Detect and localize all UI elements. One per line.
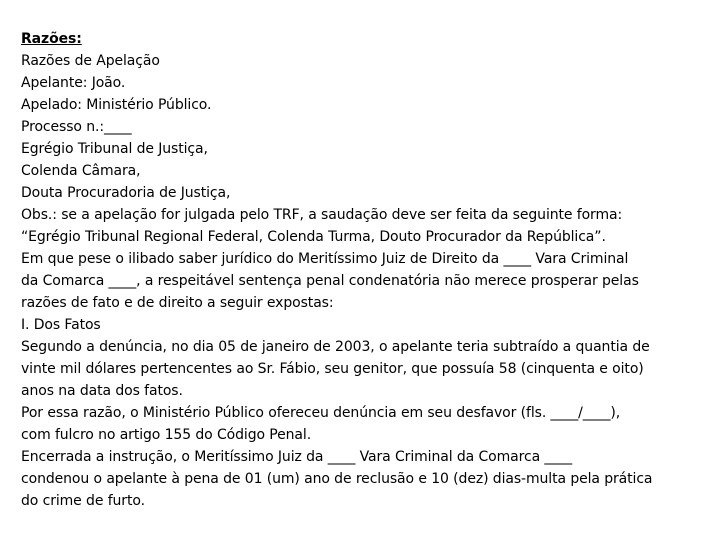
line-paragraph-3b: com fulcro no artigo 155 do Código Penal. <box>21 427 312 443</box>
line-paragraph-1c: razões de fato e de direito a seguir expostas: <box>21 295 334 311</box>
line-douta-procuradoria: Douta Procuradoria de Justiça, <box>21 185 231 201</box>
line-paragraph-3a: Por essa razão, o Ministério Público ofereceu denúncia em seu desfavor (fls. ____/____), <box>21 405 621 421</box>
line-paragraph-2b: vinte mil dólares pertencentes ao Sr. Fábio, seu genitor, que possuía 58 (cinquenta e oito) <box>21 361 644 377</box>
line-paragraph-4b: condenou o apelante à pena de 01 (um) ano de reclusão e 10 (dez) dias-multa pela prática <box>21 471 653 487</box>
line-paragraph-2c: anos na data dos fatos. <box>21 383 183 399</box>
line-apelante: Apelante: João. <box>21 75 126 91</box>
line-colenda-camara: Colenda Câmara, <box>21 163 141 179</box>
razoes-heading: Razões: <box>21 31 82 47</box>
line-saudacao-trf: “Egrégio Tribunal Regional Federal, Colenda Turma, Douto Procurador da República”. <box>21 229 606 245</box>
line-obs: Obs.: se a apelação for julgada pelo TRF, a saudação deve ser feita da seguinte forma: <box>21 207 623 223</box>
line-razoes-de-apelacao: Razões de Apelação <box>21 53 160 69</box>
line-paragraph-1a: Em que pese o ilibado saber jurídico do Meritíssimo Juiz de Direito da ____ Vara Criminal <box>21 251 629 267</box>
line-paragraph-4a: Encerrada a instrução, o Meritíssimo Juiz da ____ Vara Criminal da Comarca ____ <box>21 449 573 465</box>
line-apelado: Apelado: Ministério Público. <box>21 97 212 113</box>
line-egregio-tribunal: Egrégio Tribunal de Justiça, <box>21 141 208 157</box>
section-title-dos-fatos: I. Dos Fatos <box>21 317 101 333</box>
line-paragraph-4c: do crime de furto. <box>21 493 145 509</box>
line-processo: Processo n.:____ <box>21 119 132 135</box>
line-paragraph-2a: Segundo a denúncia, no dia 05 de janeiro de 2003, o apelante teria subtraído a quantia de <box>21 339 650 355</box>
line-paragraph-1b: da Comarca ____, a respeitável sentença penal condenatória não merece prosperar pelas <box>21 273 639 289</box>
